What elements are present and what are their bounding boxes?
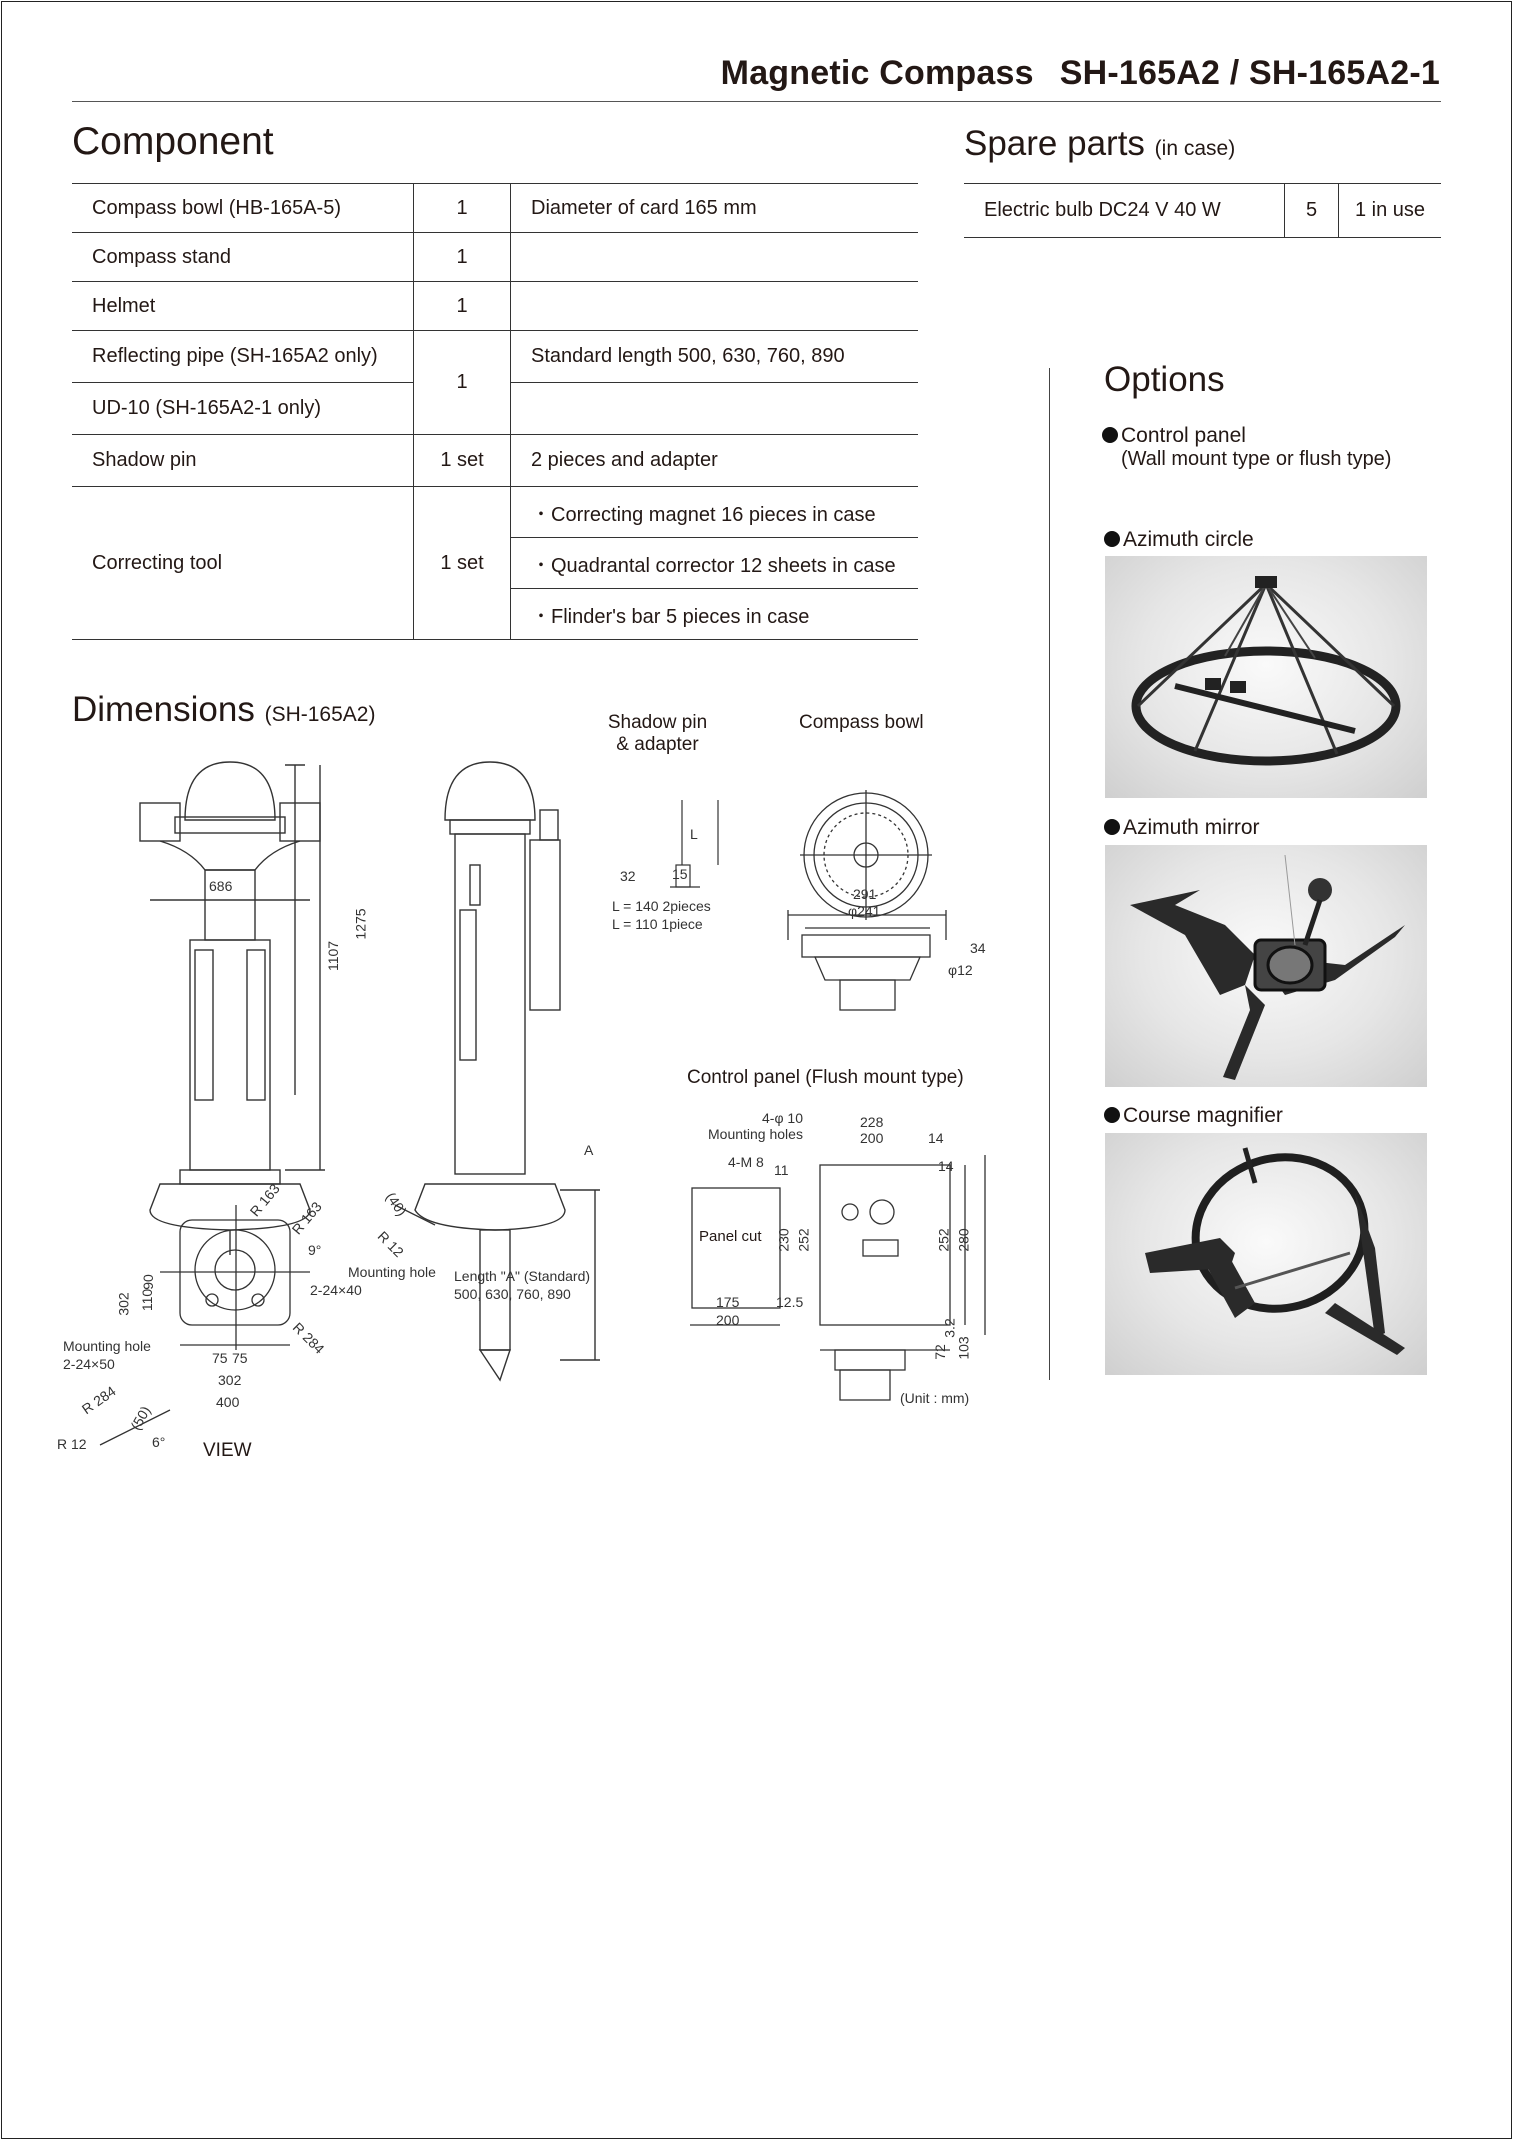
table-row <box>72 233 918 282</box>
component-note <box>511 233 919 282</box>
component-note <box>511 282 919 331</box>
table-row <box>72 435 918 487</box>
length-note-2: 500, 630, 760, 890 <box>454 1286 571 1302</box>
spare-item: Electric bulb DC24 V 40 W <box>964 184 1285 238</box>
dim-75b: 75 <box>232 1350 248 1366</box>
dimension-drawings <box>40 700 1020 1470</box>
dim-75a: 75 <box>212 1350 228 1366</box>
azimuth-mirror-photo <box>1105 845 1427 1087</box>
dim-302a: 302 <box>115 1292 132 1316</box>
view-label: VIEW <box>203 1440 252 1461</box>
dim-14a: 14 <box>928 1130 944 1146</box>
component-table <box>72 183 918 640</box>
mounting-hole-2: Mounting hole <box>63 1338 151 1354</box>
component-item: Compass bowl (HB-165A-5) <box>72 184 414 233</box>
component-note: 2 pieces and adapter <box>511 435 919 487</box>
dim-252a: 252 <box>795 1228 812 1252</box>
dim-r284a: R 284 <box>289 1319 328 1357</box>
dim-241: φ241 <box>848 903 881 919</box>
spare-heading-note: (in case) <box>1154 137 1236 160</box>
dim-280: 280 <box>955 1228 972 1252</box>
table-row <box>72 487 918 538</box>
spare-table <box>964 183 1441 238</box>
dim-110: 110 <box>139 1288 156 1312</box>
option-azimuth-mirror: Azimuth mirror <box>1104 816 1260 840</box>
dim-14b: 14 <box>938 1158 954 1174</box>
dim-32: 32 <box>620 868 636 884</box>
component-item: Reflecting pipe (SH-165A2 only) <box>72 331 414 383</box>
dim-r163b: R 163 <box>288 1198 325 1238</box>
dim-r12b: R 12 <box>57 1436 87 1452</box>
dim-686: 686 <box>209 878 233 894</box>
component-qty: 1 <box>414 282 511 331</box>
dim-34: 34 <box>970 940 986 956</box>
dim-200: 200 <box>860 1130 884 1146</box>
dim-103: 103 <box>955 1336 972 1360</box>
table-row <box>72 184 918 233</box>
dim-1107: 1107 <box>325 940 342 972</box>
table-row <box>72 331 918 383</box>
pin-note-2: L = 110 1piece <box>612 916 703 932</box>
spare-heading: Spare parts (in case) <box>964 124 1236 163</box>
options-heading: Options <box>1104 360 1225 399</box>
component-qty: 1 <box>414 331 511 435</box>
dim-252b: 252 <box>935 1228 952 1252</box>
cp-mounting-holes: Mounting holes <box>708 1126 803 1142</box>
dim-a: A <box>584 1142 594 1158</box>
bullet-icon <box>1104 819 1120 835</box>
bullet-icon <box>1102 427 1118 443</box>
options-divider <box>1049 368 1050 1380</box>
dim-12-5: 12.5 <box>776 1294 804 1310</box>
spare-qty: 5 <box>1285 184 1339 238</box>
option-control-panel: Control panel <box>1102 424 1246 448</box>
dim-40: (40) <box>382 1189 411 1219</box>
component-item: Correcting tool <box>72 487 414 640</box>
mounting-hole-1b: 2-24×40 <box>310 1282 362 1298</box>
dim-230: 230 <box>775 1228 792 1252</box>
component-item: Helmet <box>72 282 414 331</box>
cp-holes: 4-φ 10 <box>762 1110 803 1126</box>
mounting-hole-2b: 2-24×50 <box>63 1356 115 1372</box>
component-qty: 1 set <box>414 435 511 487</box>
bullet-icon <box>1104 531 1120 547</box>
component-note: ・Correcting magnet 16 pieces in case <box>511 487 919 538</box>
component-heading: Component <box>72 120 274 163</box>
page-title: Magnetic Compass SH-165A2 / SH-165A2-1 <box>720 54 1440 92</box>
component-note <box>511 383 919 435</box>
component-item: UD-10 (SH-165A2-1 only) <box>72 383 414 435</box>
component-item: Compass stand <box>72 233 414 282</box>
control-panel-drawing <box>690 1155 985 1400</box>
dim-200b: 200 <box>716 1312 740 1328</box>
bullet-icon <box>1104 1107 1120 1123</box>
option-azimuth-circle: Azimuth circle <box>1104 528 1254 552</box>
spare-note: 1 in use <box>1339 184 1442 238</box>
option-course-magnifier: Course magnifier <box>1104 1104 1283 1128</box>
dim-r284b: R 284 <box>78 1382 119 1418</box>
dim-12: φ12 <box>948 962 973 978</box>
dim-11: 11 <box>774 1162 789 1178</box>
dimensions-heading-note: (SH-165A2) <box>264 703 376 726</box>
component-qty: 1 <box>414 184 511 233</box>
component-note: ・Quadrantal corrector 12 sheets in case <box>511 538 919 589</box>
control-panel-title: Control panel (Flush mount type) <box>687 1067 964 1088</box>
component-note: ・Flinder's bar 5 pieces in case <box>511 589 919 640</box>
component-note: Diameter of card 165 mm <box>511 184 919 233</box>
dim-175: 175 <box>716 1294 740 1310</box>
unit-note: (Unit : mm) <box>900 1390 970 1406</box>
dim-291: 291 <box>853 886 877 902</box>
stand-front-drawing <box>140 762 325 1255</box>
dim-50: (50) <box>127 1403 154 1433</box>
dim-r163a: R 163 <box>246 1180 283 1220</box>
shadow-pin-title: Shadow pin & adapter <box>607 712 708 755</box>
dim-1275: 1275 <box>352 908 369 940</box>
option-control-panel-sub: (Wall mount type or flush type) <box>1121 448 1392 470</box>
table-row <box>964 184 1441 238</box>
table-row <box>72 282 918 331</box>
dim-15: 15 <box>672 866 688 882</box>
component-note: Standard length 500, 630, 760, 890 <box>511 331 919 383</box>
compass-bowl-title: Compass bowl <box>799 712 924 733</box>
dimensions-heading: Dimensions (SH-165A2) <box>72 690 376 729</box>
dim-3-2: 3.2 <box>941 1318 958 1338</box>
dim-l: L <box>690 826 698 842</box>
azimuth-circle-photo <box>1105 556 1427 798</box>
dim-400: 400 <box>216 1394 240 1410</box>
cp-screws: 4-M 8 <box>728 1154 764 1170</box>
dim-90: 90 <box>139 1274 156 1290</box>
dim-228: 228 <box>860 1114 884 1130</box>
length-note-1: Length "A" (Standard) <box>454 1268 591 1284</box>
pin-note-1: L = 140 2pieces <box>612 898 711 914</box>
panel-cut-label: Panel cut <box>699 1228 762 1245</box>
dim-9: 9° <box>308 1242 322 1258</box>
dim-72: 72 <box>931 1344 948 1360</box>
dim-r12a: R 12 <box>374 1227 407 1261</box>
dim-302b: 302 <box>218 1372 242 1388</box>
mounting-hole-1: Mounting hole <box>348 1264 436 1280</box>
component-item: Shadow pin <box>72 435 414 487</box>
dim-6: 6° <box>152 1434 166 1450</box>
course-magnifier-photo <box>1105 1133 1427 1375</box>
title-rule <box>72 101 1441 102</box>
component-qty: 1 set <box>414 487 511 640</box>
component-qty: 1 <box>414 233 511 282</box>
